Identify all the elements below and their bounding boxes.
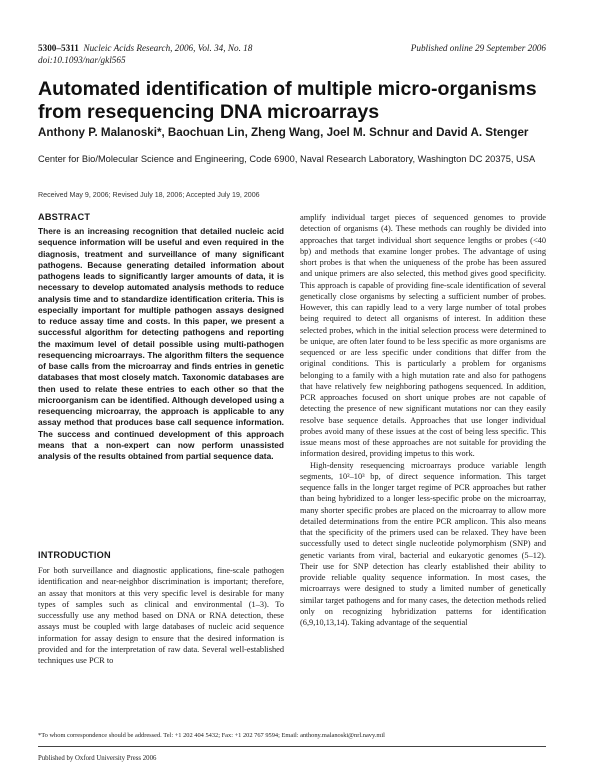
journal-name: Nucleic Acids Research, 2006, Vol. 34, No. 18 (83, 43, 253, 53)
submission-dates: Received May 9, 2006; Revised July 18, 2006; Accepted July 19, 2006 (38, 191, 260, 199)
article-title: Automated identification of multiple micro-organisms from resequencing DNA microarrays (38, 78, 537, 123)
header-citation (38, 43, 252, 55)
footer-rule (38, 746, 546, 747)
doi: doi:10.1093/nar/gkl565 (38, 55, 126, 65)
correspondence-footnote: *To whom correspondence should be addressed. Tel: +1 202 404 5432; Fax: +1 202 767 9594; Email: anthony.malanoski@nrl.navy.mil (38, 732, 385, 739)
body-paragraph-2: High-density resequencing microarrays produce variable length segments, 10²–10³ bp, of direct sequence information. This target sequence falls in the longer target regime of PCR approaches but rather than being hybridized to a longer less-specific probe on the microarray, many shorter specific probes are placed on the microarray to allow more detailed determinations from the entire PCR amplicon. This also means that the specificity of the primers used can be relaxed. They have been successfully used to detect single nucleotide polymorphism (SNP) and genetic variants from viral, bacterial and eukaryotic genomes (5–12). Their use for SNP detection has clearly established their ability to provide reliable quality sequence information. In most cases, the microarrays were designed to study a limited number of genetically similar target pathogens and for many cases, the detection methods relied only on recognizing hybridization patterns for identification (6,9,10,13,14). Taking advantage of the sequential (300, 460, 546, 627)
body-paragraph-1: amplify individual target pieces of sequenced genomes to provide detection of organisms (4). These methods can roughly be divided into approaches that target individual short sequence lengths or probes (<40 bp) and methods that examine longer probes. The advantage of using short probes is that when the uniqueness of the probe has been assured and unique primers are also selected, this method gives good specificity. This approach is capable of providing fine-scale identification of several genetically close organisms by selecting a sufficient number of probes. However, this can rapidly lead to a very large number of total probes being required to detect all organisms of interest. In addition these selected probes, which in the initial selection process were determined to be unique, are often later found to be less specific as more organisms are sequenced or are less specific under conditions that differ from the original conditions. This is particularly a problem for organisms belonging to a family with a high mutation rate and also for pathogens that have relatively few neighboring pathogens sequenced. In addition, PCR approaches focused on short unique probes are not capable of detecting the presence of new significant mutations nor can they easily resolve base sequence details. Approaches that use longer individual probes avoid many of these issues at the cost of being less specific. This issue means most of these approaches are not suitable for providing the information desired, providing impetus to this work. (300, 213, 546, 459)
publication-date: Published online 29 September 2006 (410, 43, 546, 53)
abstract-heading: ABSTRACT (38, 212, 91, 222)
abstract-body: There is an increasing recognition that detailed nucleic acid sequence information will be useful and even required in the diagnosis, treatment and surveillance of many significant pathogens. Because generating detailed information about pathogens leads to significantly larger amounts of data, it is necessary to develop automated analysis methods to reduce analysis time and to standardize identification criteria. This is especially important for multiple pathogen assays designed to reduce assay time and costs. In this paper, we present a successful algorithm for detecting pathogens and reporting the maximum level of detail possible using multi-pathogen resequencing microarrays. The algorithm filters the sequence of base calls from the microarray and finds entries in genetic databases that most closely match. Taxonomic databases are then used to relate these entries to each other so that the microorganism can be identified. Although developed using a resequencing microarray, the approach is applicable to any assay method that produces base call sequence information. The success and continued development of this approach means that a non-expert can now perform unassisted analysis of the results obtained from partial sequence data. (38, 226, 284, 461)
author-list: Anthony P. Malanoski*, Baochuan Lin, Zheng Wang, Joel M. Schnur and David A. Stenger (38, 126, 529, 139)
introduction-heading: INTRODUCTION (38, 550, 111, 560)
page-range: 5300–5311 (38, 43, 79, 53)
right-column (300, 212, 546, 628)
introduction-body: For both surveillance and diagnostic applications, fine-scale pathogen identification and near-neighbor discrimination is important; therefore, an assay that monitors at this very specific level is desirable for many types of samples such as clinical and environmental (1–3). To successfully use any method based on DNA or RNA detection, these assays must be coupled with large databases of nucleic acid sequence information for assay design to ensure that the desired information is provided and for the interpretation of raw data. Several well-established techniques use PCR to (38, 566, 284, 665)
publisher-line: Published by Oxford University Press 2006 (38, 755, 157, 762)
affiliation: Center for Bio/Molecular Science and Engineering, Code 6900, Naval Research Laboratory, Washington DC 20375, USA (38, 154, 536, 164)
